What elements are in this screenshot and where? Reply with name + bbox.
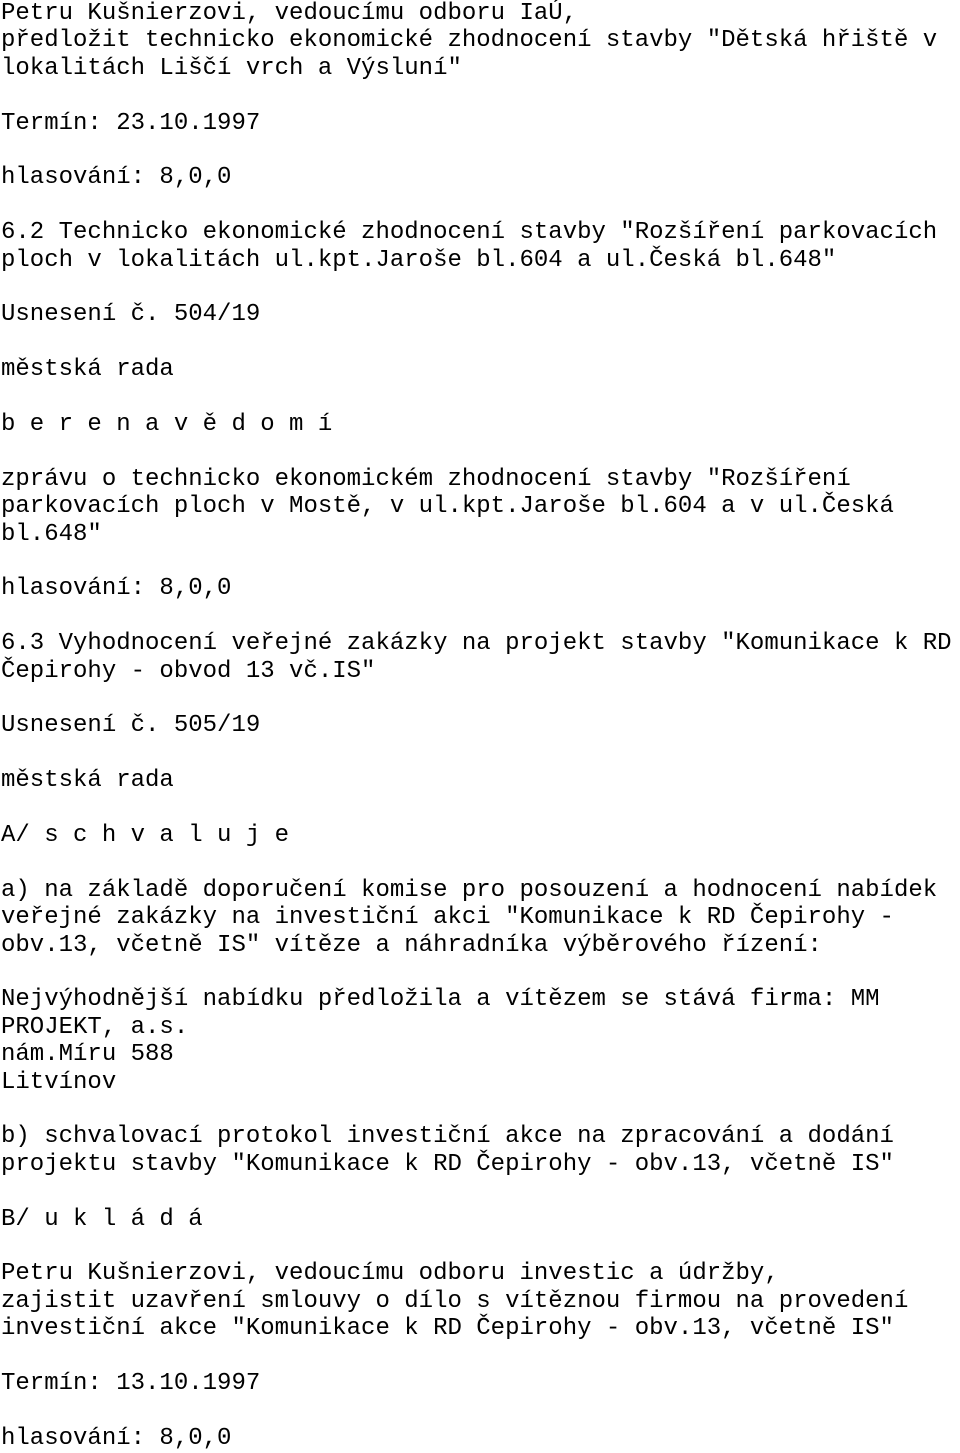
text-line: Petru Kušnierzovi, vedoucímu odboru IaÚ, [1, 0, 578, 27]
deadline-line: Termín: 13.10.1997 [1, 1370, 261, 1397]
text-line: předložit technicko ekonomické zhodnocení stavby "Dětská hřiště v [1, 27, 938, 55]
text-line: Litvínov [1, 1068, 117, 1096]
text-line: investiční akce "Komunikace k RD Čepirohy - obv.13, včetně IS" [1, 1315, 894, 1343]
council-label: městská rada [1, 767, 174, 795]
text-line: zprávu o technicko ekonomickém zhodnocení stavby "Rozšíření [1, 465, 851, 493]
vote-line: hlasování: 8,0,0 [1, 1424, 232, 1452]
action-verb: b e r e n a v ě d o m í [1, 411, 333, 438]
text-line: lokalitách Liščí vrch a Výsluní" [1, 54, 462, 82]
section-heading: Čepirohy - obvod 13 vč.IS" [1, 657, 376, 685]
text-line: a) na základě doporučení komise pro posouzení a hodnocení nabídek [1, 876, 938, 904]
vote-line: hlasování: 8,0,0 [1, 164, 232, 192]
text-line: veřejné zakázky na investiční akci "Komunikace k RD Čepirohy - [1, 904, 894, 932]
vote-line: hlasování: 8,0,0 [1, 575, 232, 603]
resolution-number: Usnesení č. 504/19 [1, 301, 261, 329]
text-line: projektu stavby "Komunikace k RD Čepirohy - obv.13, včetně IS" [1, 1150, 894, 1178]
section-heading: ploch v lokalitách ul.kpt.Jaroše bl.604 a ul.Česká bl.648" [1, 246, 837, 274]
text-line: zajistit uzavření smlouvy o dílo s vítěznou firmou na provedení [1, 1287, 909, 1315]
deadline-line: Termín: 23.10.1997 [1, 109, 261, 137]
council-label: městská rada [1, 356, 174, 384]
action-verb: A/ s c h v a l u j e [1, 822, 290, 849]
text-line: Nejvýhodnější nabídku předložila a vítězem se stává firma: MM [1, 986, 880, 1014]
text-line: PROJEKT, a.s. [1, 1013, 189, 1041]
section-heading: 6.3 Vyhodnocení veřejné zakázky na projekt stavby "Komunikace k RD [1, 630, 952, 658]
text-line: obv.13, včetně IS" vítěze a náhradníka výběrového řízení: [1, 931, 822, 959]
section-heading: 6.2 Technicko ekonomické zhodnocení stavby "Rozšíření parkovacích [1, 219, 938, 247]
resolution-number: Usnesení č. 505/19 [1, 712, 261, 740]
text-line: nám.Míru 588 [1, 1041, 174, 1069]
text-line: b) schvalovací protokol investiční akce na zpracování a dodání [1, 1123, 894, 1151]
text-line: parkovacích ploch v Mostě, v ul.kpt.Jaroše bl.604 a v ul.Česká [1, 493, 894, 521]
text-line: bl.648" [1, 520, 102, 548]
action-verb: B/ u k l á d á [1, 1205, 203, 1233]
document-page [1, 0, 959, 1452]
text-line: Petru Kušnierzovi, vedoucímu odboru investic a údržby, [1, 1260, 779, 1288]
